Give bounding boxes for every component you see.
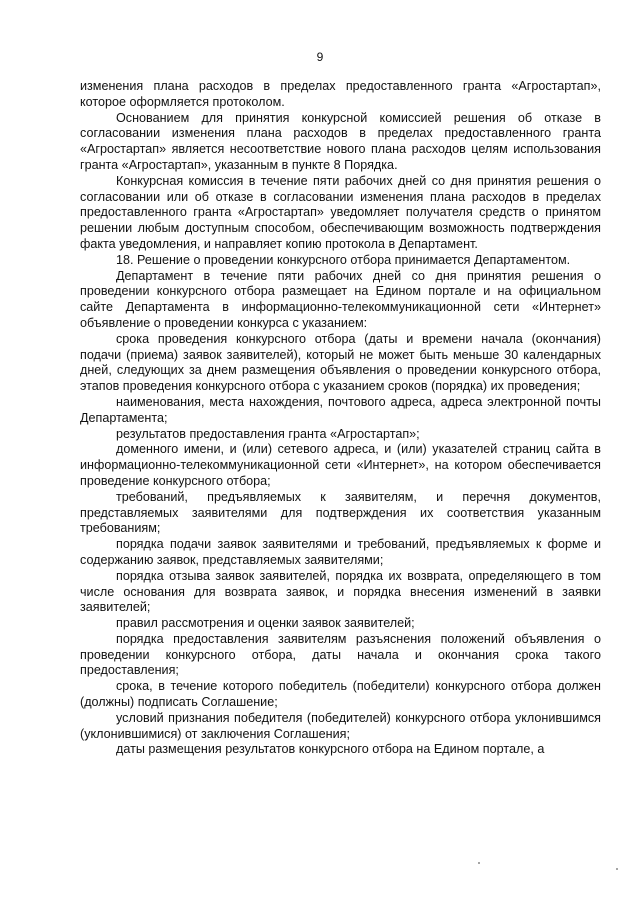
list-item-clarification-procedure: порядка предоставления заявителям разъяснения положений объявления о проведении конкурсного отбора, даты начала и окончания срока такого предоставления; xyxy=(80,631,601,678)
list-item-selection-period: срока проведения конкурсного отбора (даты и времени начала (окончания) подачи (приема) заявок заявителей), который не может быть меньше 30 календарных дней, следующих за днем размещения объявления о проведении конкурсного отбора, этапов проведения конкурсного отбора с указанием сроков (порядка) их проведения; xyxy=(80,331,601,394)
list-item-applicant-requirements: требований, предъявляемых к заявителям, и перечня документов, представляемых заявителями для подтверждения их соответствия указанным требованиям; xyxy=(80,489,601,536)
paragraph-refusal-grounds: Основанием для принятия конкурсной комиссией решения об отказе в согласовании изменения плана расходов в пределах предоставленного гранта «Агростартап» является несоответствие нового плана расходов целям использования гранта «Агростартап», указанным в пункте 8 Порядка. xyxy=(80,110,601,172)
list-item-department-contacts: наименования, места нахождения, почтового адреса, адреса электронной почты Департамента; xyxy=(80,394,601,425)
document-body xyxy=(80,79,601,758)
page-number: 9 xyxy=(316,50,324,64)
list-item-results-publication: даты размещения результатов конкурсного отбора на Едином портале, а xyxy=(116,742,545,757)
paragraph-item-18: 18. Решение о проведении конкурсного отбора принимается Департаментом. xyxy=(116,252,571,267)
scan-speck xyxy=(616,868,618,870)
list-item-grant-results: результатов предоставления гранта «Агростартап»; xyxy=(116,426,420,441)
scan-speck xyxy=(478,862,480,864)
paragraph-commission-notification: Конкурсная комиссия в течение пяти рабочих дней со дня принятия решения о согласовании или об отказе в согласовании изменения плана расходов в пределах предоставленного гранта «Агростартап» уведомляет получателя средств о принятом решении любым доступным способом, обеспечивающим возможность подтверждения факта уведомления, и направляет копию протокола в Департамент. xyxy=(80,173,601,251)
list-item-withdrawal-procedure: порядка отзыва заявок заявителей, порядка их возврата, определяющего в том числе основания для возврата заявок, и порядка внесения изменений в заявки заявителей; xyxy=(80,568,601,615)
list-item-evasion-conditions: условий признания победителя (победителей) конкурсного отбора уклонившимся (уклонившимися) от заключения Соглашения; xyxy=(80,710,601,741)
list-item-evaluation-rules: правил рассмотрения и оценки заявок заявителей; xyxy=(116,616,415,631)
paragraph-plan-change-protocol: изменения плана расходов в пределах предоставленного гранта «Агростартап», которое оформляется протоколом. xyxy=(80,79,601,109)
list-item-submission-procedure: порядка подачи заявок заявителями и требований, предъявляемых к форме и содержанию заявок, представляемых заявителями; xyxy=(80,537,601,567)
paragraph-announcement: Департамент в течение пяти рабочих дней со дня принятия решения о проведении конкурсного отбора размещает на Едином портале и на официальном сайте Департамента в информационно-телекоммуникационной сети «Интернет» объявление о проведении конкурса с указанием: xyxy=(80,268,601,330)
list-item-domain-name: доменного имени, и (или) сетевого адреса, и (или) указателей страниц сайта в информационно-телекоммуникационной сети «Интернет», на котором обеспечивается проведение конкурсного отбора; xyxy=(80,442,601,488)
list-item-signing-period: срока, в течение которого победитель (победители) конкурсного отбора должен (должны) подписать Соглашение; xyxy=(80,679,601,710)
